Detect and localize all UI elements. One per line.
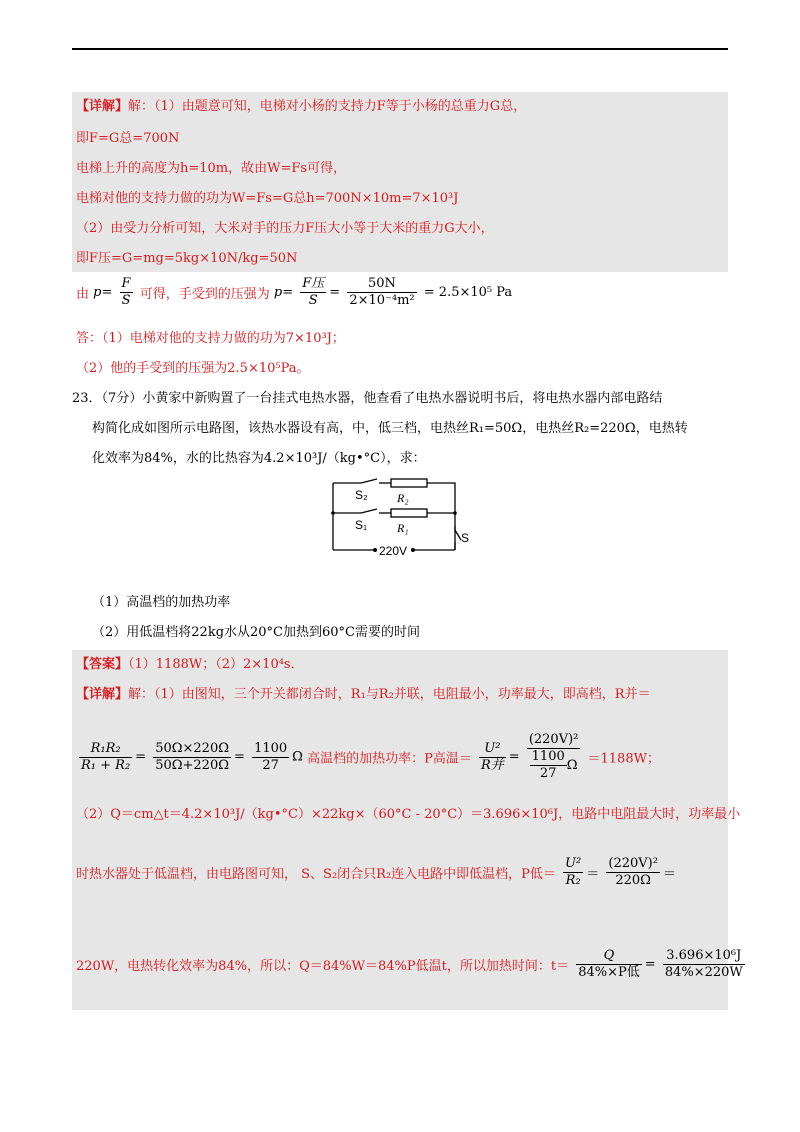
f3-den: 27 — [262, 757, 279, 773]
answer-text: （1）1188W；（2）2×10⁴s． — [128, 657, 304, 672]
circuit-r2: R₂ — [397, 491, 409, 505]
q23-sub-2: （2）用低温档将22kg水从20°C加热到60°C需要的时间 — [92, 625, 420, 640]
low-u2: U² — [565, 856, 582, 871]
solution-shade-top — [72, 92, 728, 272]
v2-den-den: 27 — [539, 766, 557, 781]
frac-s: S — [121, 293, 131, 308]
f3-num: 1100 — [254, 740, 288, 756]
frac-num: 50N — [347, 276, 416, 293]
header-rule — [72, 48, 728, 50]
answer-line-1: 答：（1）电梯对他的支持力做的功为7×10³J； — [76, 331, 345, 346]
v2-den-num: 1100 — [531, 749, 565, 764]
answer-line-2: （2）他的手受到的压强为2.5×10⁵Pa。 — [76, 361, 310, 376]
detail2-line-2: （2）Q＝cm△t＝4.2×10³J/（kg•°C）×22kg×（60°C - 20°C）＝3.696×10⁶J，电路中电阻最大时，功率最小 — [76, 807, 741, 822]
detail-tag: 【详解】 — [76, 99, 129, 114]
detail-line-6: 即F压=G=mg=5kg×10N/kg=50N — [76, 251, 298, 266]
detail-line-4: 电梯对他的支持力做的功为W=Fs=G总h=700N×10m=7×10³J — [76, 191, 459, 206]
high-text: 高温档的加热功率：P高温＝ — [307, 751, 472, 767]
f2-den: 50Ω+220Ω — [155, 757, 230, 773]
detail2-line-4: 220W，电热转化效率为84%，所以：Q＝84%W＝84%P低温t，所以加热时间：t＝ — [76, 959, 570, 974]
r-bing: R并 — [480, 757, 504, 773]
detail-line-2: 即F=G总=700N — [76, 131, 180, 146]
detail2-line-1 — [76, 686, 651, 704]
detail2-line-3: 时热水器处于低温档，由电路图可知， S、S₂闭合只R₂连入电路中即低温档，P低＝ — [76, 867, 556, 882]
q23-sub-1: （1）高温档的加热功率 — [92, 595, 231, 610]
high-power-formula: $\frac{\text{R₁R₂}}{\text{R₁ + R₂}}$ = $\frac{50\Omega\times 220\Omega}{50\Omega+220\Omega}$ = $\frac{1100}{27}$ Ω 高温档的加热功率：P高温＝ $\frac{\text{U²}}{\text{R并}}$ = (220V)² $\frac{1100}{27}$ Ω ＝1188W； — [81, 732, 660, 781]
answer-tag: 【答案】 — [76, 657, 129, 672]
low-v2: (220V)² — [608, 856, 658, 871]
detail-line-1 — [76, 98, 526, 116]
frac-f: F — [121, 276, 131, 291]
f2-num: 50Ω×220Ω — [155, 740, 230, 756]
f1-num: R₁R₂ — [79, 741, 132, 758]
q23-line-1: 23．（7分）小黄家中新购置了一台挂式电热水器，他查看了电热水器说明书后，将电热水器内部电路结 — [72, 391, 663, 406]
detail-text-1: 解：（1）由题意可知，电梯对小杨的支持力F等于小杨的总重力G总， — [128, 99, 527, 114]
pressure-result: = 2.5×10⁵ Pa — [423, 285, 513, 300]
circuit-r1: R₁ — [397, 521, 409, 535]
high-result: ＝1188W； — [587, 751, 660, 767]
time-formula: 220W，电热转化效率为84%，所以：Q＝84%W＝84%P低温t，所以加热时间：t＝ $\frac{Q}{\text{84\%×P低}}$ = $\frac{\text{3.696×10⁶J}}{84\%\times 220W}$ — [76, 948, 743, 980]
circuit-s2: S₂ — [355, 488, 368, 502]
pressure-mid: 可得，手受到的压强为 — [139, 287, 270, 302]
f1-den: R₁ + R₂ — [81, 757, 131, 773]
v2: (220V)² — [528, 732, 579, 747]
frac-fp: F压 — [302, 276, 325, 291]
detail-line-5: （2）由受力分析可知，大米对手的压力F压大小等于大米的重力G大小， — [76, 221, 494, 236]
circuit-voltage: 220V — [379, 544, 408, 558]
circuit-diagram — [325, 478, 475, 560]
detail-line-3: 电梯上升的高度为h=10m，故由W=Fs可得， — [76, 161, 347, 176]
low-220: 220Ω — [615, 873, 651, 888]
pressure-frac-2: $\frac{\text{F压}}{S}$ — [302, 276, 325, 308]
u2: U² — [479, 741, 506, 758]
pressure-formula: 由 p= $\frac{F}{S}$ 可得，手受到的压强为 p= $\frac{\text{F压}}{S}$ = $\frac{50N}{\text{2×10⁻⁴m²}}$ = 2.5×10⁵ Pa — [76, 276, 513, 308]
detail2-tag: 【详解】 — [76, 687, 129, 702]
p-symbol: p — [93, 285, 102, 300]
q23-line-2: 构简化成如图所示电路图，该热水器设有高，中，低三档，电热丝R₁=50Ω，电热丝R₂=220Ω，电热转 — [92, 421, 688, 436]
pressure-frac-3 — [347, 276, 416, 309]
low-r2: R₂ — [565, 873, 581, 888]
q23-line-3: 化效率为84%，水的比热容为4.2×10³J/（kg•°C），求： — [92, 451, 426, 466]
pressure-prefix: 由 — [76, 287, 90, 302]
circuit-s: S — [461, 531, 470, 545]
pressure-frac — [120, 276, 133, 309]
t-den2: 84%×220W — [664, 965, 743, 980]
t-den: 84%×P低 — [578, 965, 640, 980]
t-num2: 3.696×10⁶J — [663, 948, 745, 965]
frac-den: 2×10⁻⁴m² — [349, 293, 415, 308]
t-q: Q — [576, 948, 642, 965]
ohm-unit: Ω — [292, 749, 303, 765]
answer-summary — [76, 656, 304, 674]
low-power-formula: 时热水器处于低温档，由电路图可知， S、S₂闭合只R₂连入电路中即低温档，P低＝ $\frac{\text{U²}}{\text{R₂}}$ ＝ $\frac{\text{(220V)²}}{220\Omega}$ ＝ — [76, 856, 676, 888]
detail2-text-1: 解：（1）由图知，三个开关都闭合时，R₁与R₂并联，电阻最小，功率最大，即高档，R并＝ — [128, 687, 651, 702]
circuit-s1: S₁ — [355, 518, 368, 532]
